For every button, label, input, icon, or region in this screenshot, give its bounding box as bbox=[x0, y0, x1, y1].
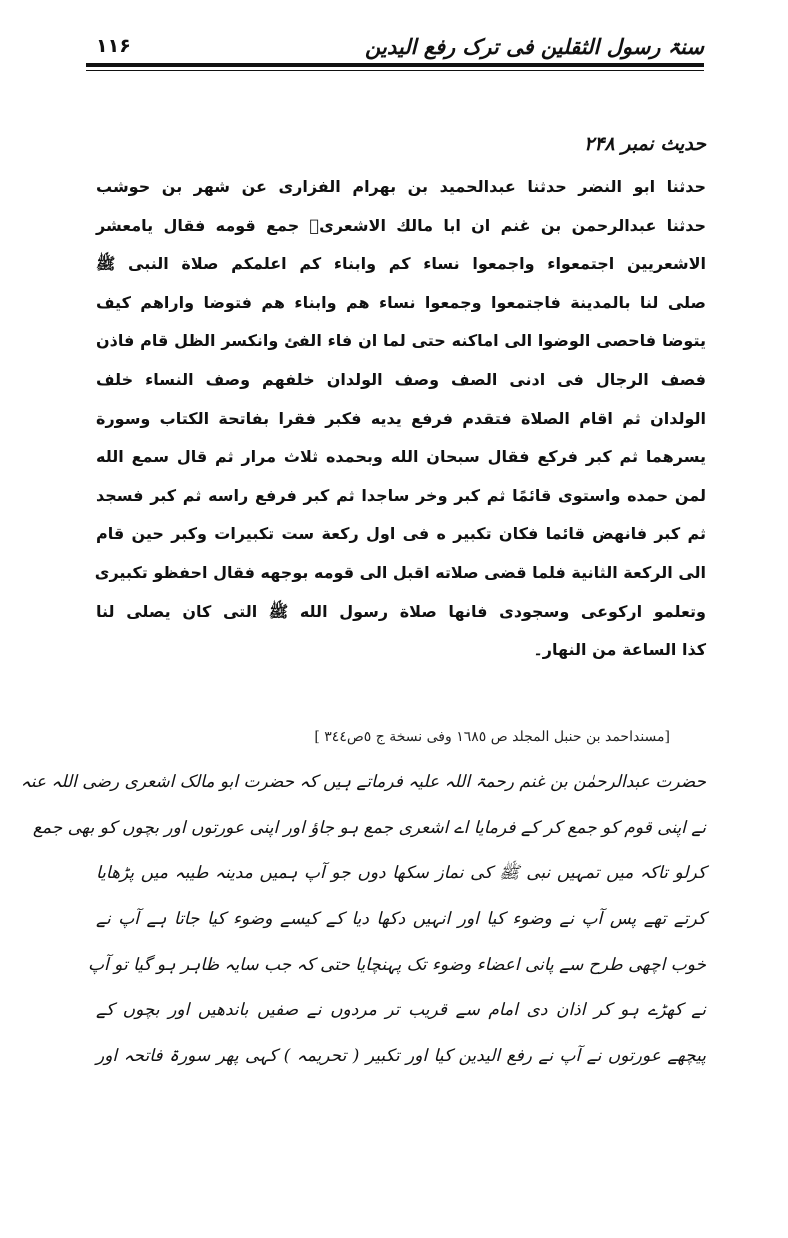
urdu-line: کرتے تھے پس آپ نے وضوء کیا اور انہیں دکھا دیا کے کیسے وضوء کیا جاتا ہے آپ نے bbox=[96, 909, 706, 930]
hadith-arabic-text bbox=[96, 128, 706, 670]
arabic-line: وتعلمو اركوعی وسجودی فانها صلاة رسول الله ﷺ التی كان یصلی لنا bbox=[96, 601, 706, 621]
header-rule-thin bbox=[86, 70, 704, 71]
arabic-line: صلی لنا بالمدینة فاجتمعوا وجمعوا نساء هم وابناء هم فتوضا واراهم كیف bbox=[96, 292, 706, 312]
urdu-line: کرلو تاکہ میں تمہیں نبی ﷺ کی نماز سکھا دوں جو آپ ہمیں مدینہ طیبہ میں پڑھایا bbox=[96, 863, 706, 884]
arabic-line: ثم كبر فانهض قائما فكان تكبیر ه فی اول ركعة ست تكبیرات وكبر حین قام bbox=[96, 524, 706, 544]
arabic-line: كذا الساعة من النهار۔ bbox=[533, 640, 706, 660]
arabic-line: الی الركعة الثانیة فلما قضی صلاته اقبل الی قومه بوجهه فقال احفظو تكبیری bbox=[94, 562, 706, 582]
urdu-line: نے اپنی قوم کو جمع کر کے فرمایا اے اشعری جمع ہو جاؤ اور اپنی عورتوں اور بچوں کو بھی جمع bbox=[32, 817, 706, 838]
urdu-line: خوب اچھی طرح سے پانی اعضاء وضوء تک پہنچایا حتی کہ جب سایہ ظاہر ہو گیا تو آپ bbox=[88, 954, 706, 975]
book-title: سنۃ رسول الثقلین فی ترک رفع الیدین bbox=[365, 33, 704, 59]
arabic-line: یسرهما ثم كبر فركع فقال سبحان الله وبحمده ثلاث مرار ثم قال سمع الله bbox=[96, 447, 706, 467]
urdu-line: حضرت عبدالرحمٰن بن غنم رحمۃ اللہ علیہ فرماتے ہیں کہ حضرت ابو مالک اشعری رضی اللہ عنہ bbox=[20, 772, 706, 792]
arabic-line: الاشعریین اجتمعواء واجمعوا نساء كم وابناء كم اعلمكم صلاة النبی ﷺ bbox=[96, 254, 706, 274]
citation-reference: [مسنداحمد بن حنبل المجلد ص ١٦٨٥ وفی نسخة ج ٥ص٣٤٤ ] bbox=[314, 729, 670, 745]
arabic-line: فصف الرجال فی ادنی الصف وصف الولدان خلفهم وصف النساء خلف bbox=[96, 369, 706, 389]
arabic-line: لمن حمده واستوی قائمًا ثم كبر وخر ساجدا ثم كبر فرفع راسه ثم كبر فسجد bbox=[96, 485, 706, 505]
arabic-line: حدثنا عبدالرحمن بن غنم ان ابا مالك الاشعریؓ جمع قومه فقال یامعشر bbox=[96, 215, 706, 235]
arabic-line: حدثنا ابو النضر حدثنا عبدالحمید بن بهرام الفزاری عن شهر بن حوشب bbox=[96, 177, 706, 196]
hadith-heading: حدیث نمبر ۲۴۸ bbox=[583, 133, 706, 155]
page-header bbox=[96, 28, 704, 64]
arabic-line: الولدان ثم اقام الصلاة فتقدم فرفع یدیه فكبر فقرا بفاتحة الكتاب وسورة bbox=[96, 408, 706, 428]
page-number: ۱۱۶ bbox=[96, 35, 131, 57]
urdu-line: نے کھڑے ہو کر اذان دی امام سے قریب تر مردوں نے صفیں باندھیں اور بچوں کے bbox=[96, 1000, 706, 1021]
arabic-line: یتوضا فاحصی الوضوا الی اماكنه حتی لما ان فاء الفئ وانكسر الظل قام فاذن bbox=[96, 331, 706, 351]
urdu-line: پیچھے عورتوں نے آپ نے رفع الیدین کیا اور تکبیر ( تحریمہ ) کہی پھر سورۃ فاتحہ اور bbox=[96, 1046, 706, 1067]
header-rule-thick bbox=[86, 63, 704, 67]
urdu-translation bbox=[20, 760, 706, 1080]
